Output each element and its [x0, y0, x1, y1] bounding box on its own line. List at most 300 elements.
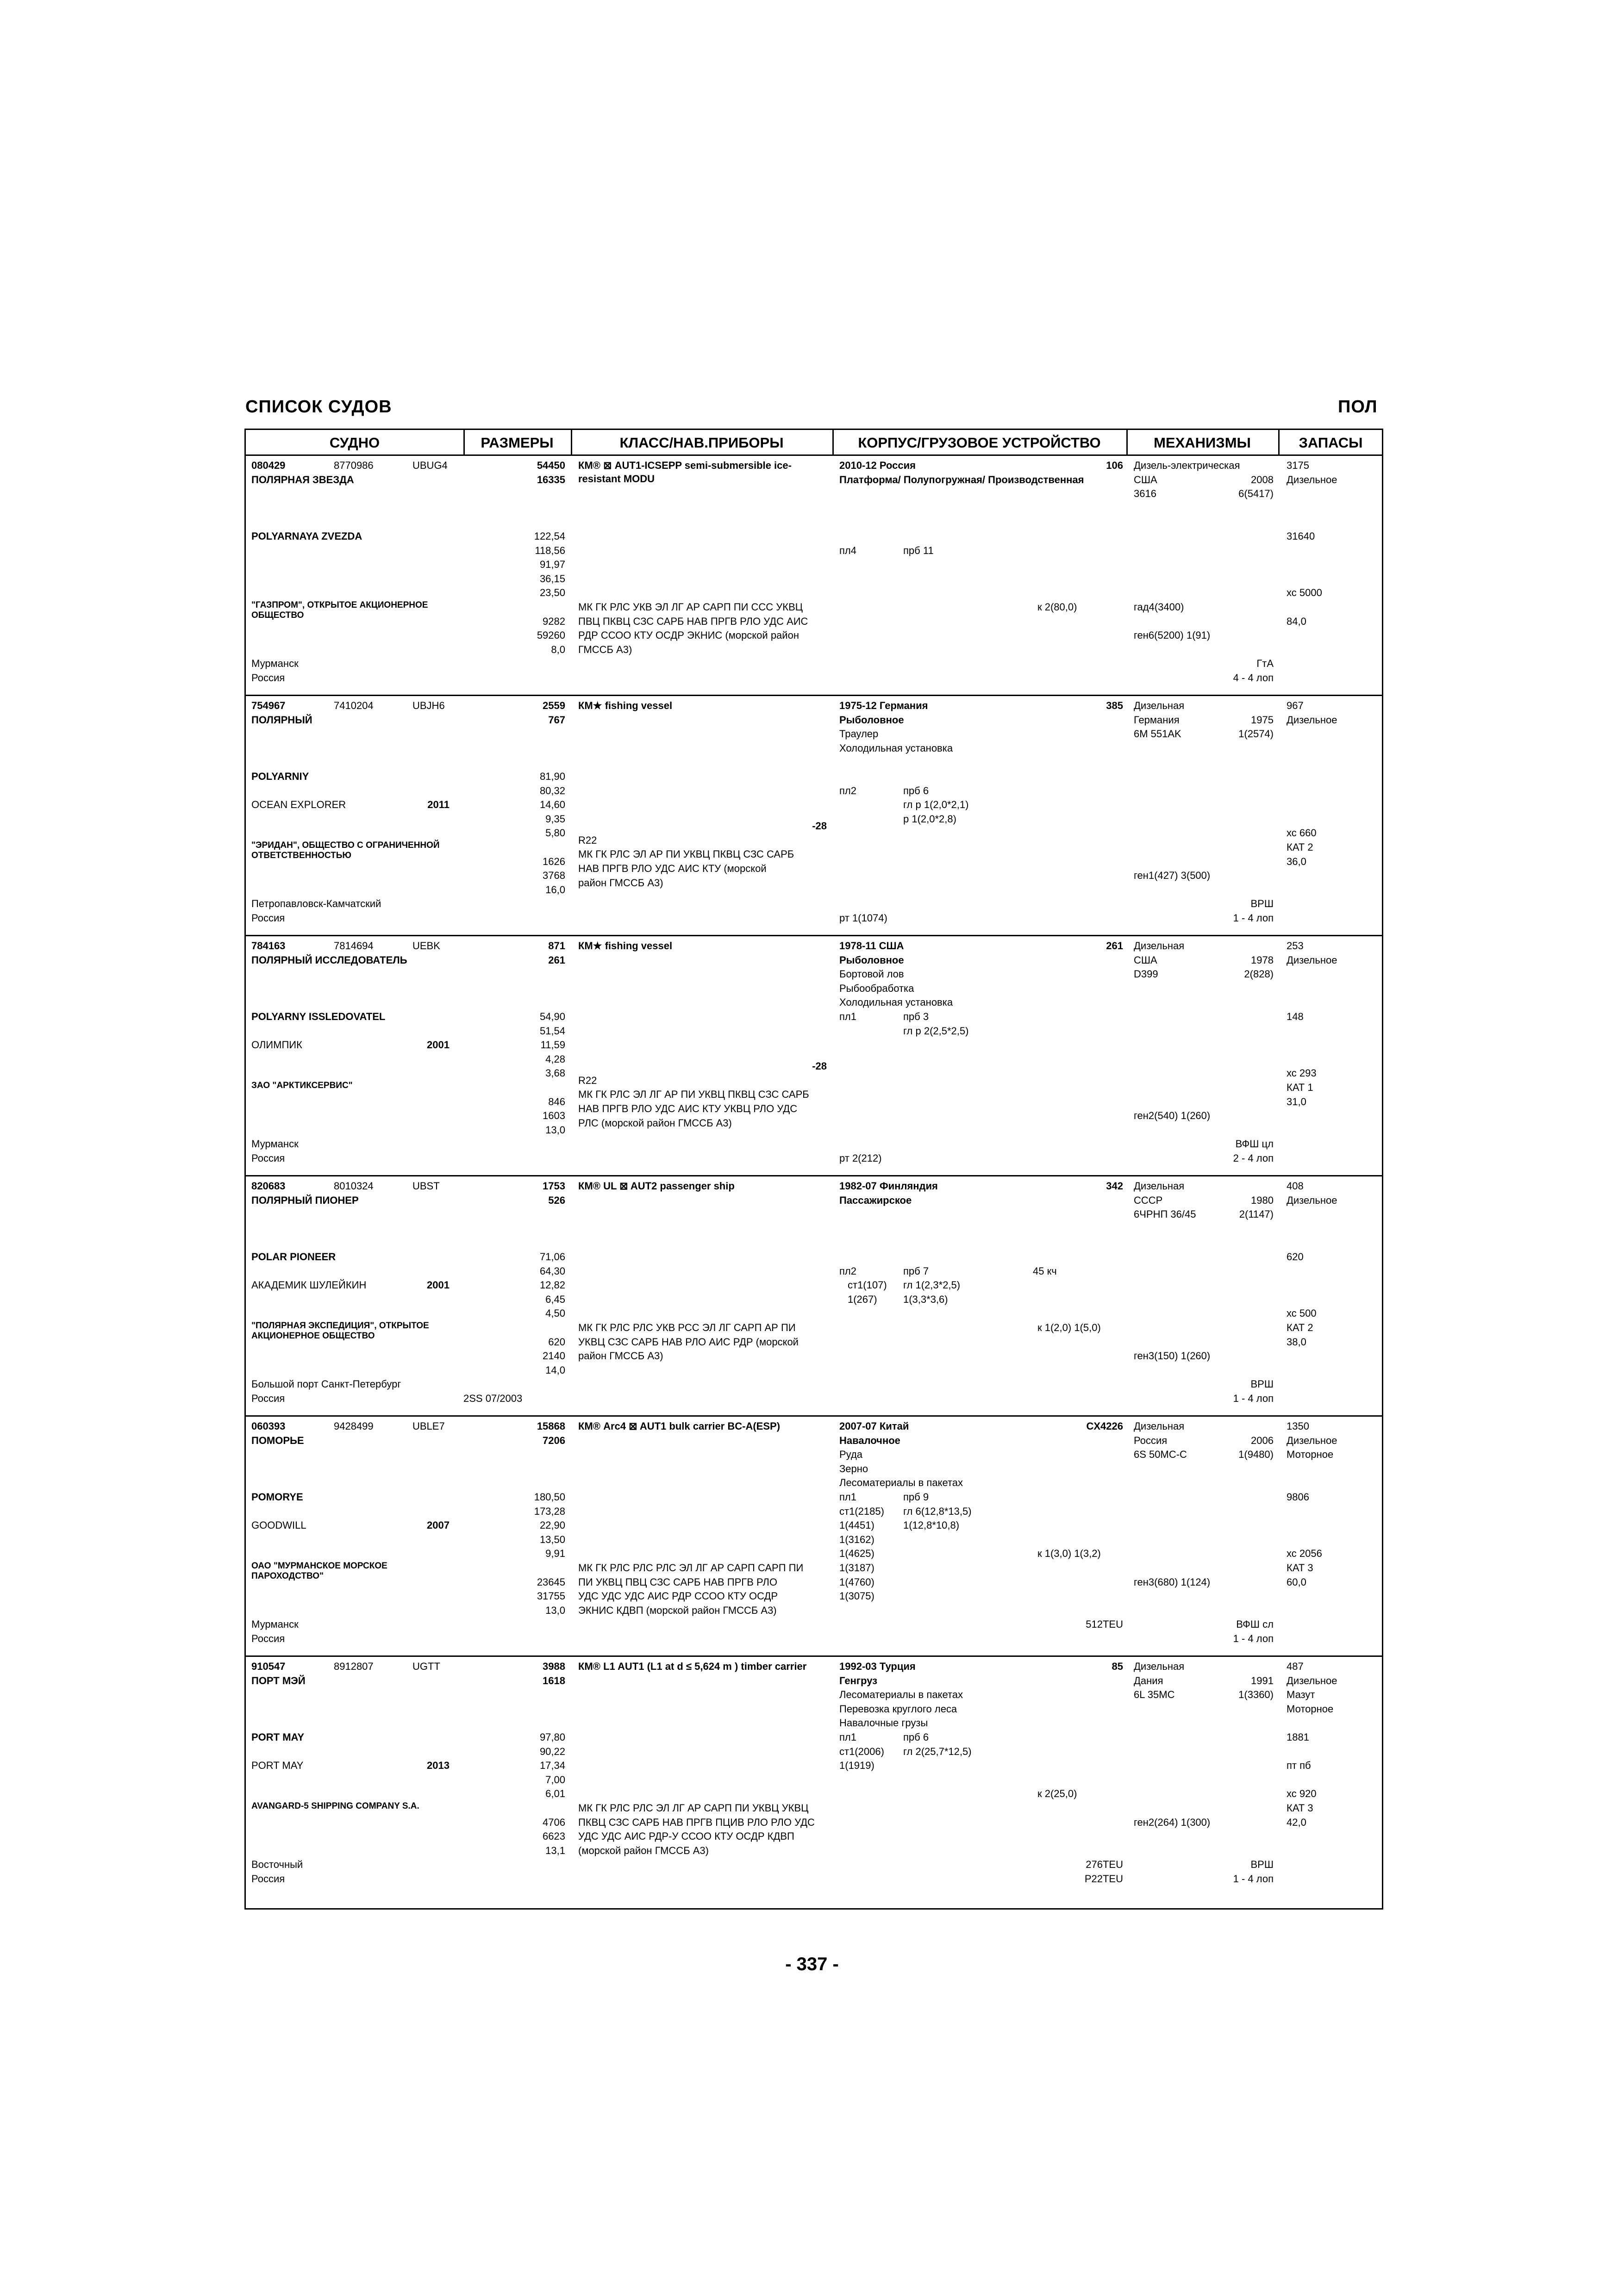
stores-value: Дизельное [1287, 473, 1337, 485]
hull-detail: 1(3075) [839, 1590, 874, 1602]
dimension-value: 5,80 [545, 827, 565, 839]
port-of-registry: Большой порт Санкт-Петербург [251, 1378, 401, 1390]
previous-name: GOODWILL [251, 1519, 306, 1531]
stores-value: хс 5000 [1287, 587, 1322, 599]
hull-detail: 1(267) [848, 1293, 877, 1305]
nav-equipment-line: УКВЦ СЗС САРБ НАВ РЛО АИС РДР (морской [578, 1336, 799, 1348]
machinery-value: 1980 [1251, 1194, 1274, 1206]
hull-detail: Перевозка круглого леса [839, 1703, 957, 1715]
dimension-value: 81,90 [539, 771, 565, 782]
owner: AVANGARD-5 SHIPPING COMPANY S.A. [251, 1801, 419, 1811]
stores-value: пт пб [1287, 1760, 1311, 1772]
owner: "ПОЛЯРНАЯ ЭКСПЕДИЦИЯ", ОТКРЫТОЕ АКЦИОНЕРНОЕ ОБЩЕСТВО [251, 1321, 429, 1341]
machinery-detail: Дизельная [1134, 700, 1185, 711]
class-notation: КМ® ⊠ AUT1-ICSEPP semi-submersible ice-resistant MODU [578, 460, 792, 485]
stores-value: 3175 [1287, 460, 1309, 471]
cargo-gear: прб 9 [903, 1491, 929, 1503]
call-sign: UBUG4 [412, 460, 448, 471]
dimension-value: 180,50 [534, 1491, 565, 1503]
stores-value: 148 [1287, 1011, 1304, 1022]
machinery-value: 2(1147) [1239, 1208, 1274, 1220]
dimension-value: 620 [548, 1336, 565, 1348]
hull-detail: Зерно [839, 1462, 868, 1475]
ship-name: ПОРТ МЭЙ [251, 1674, 306, 1686]
build-date-country: 1975-12 Германия [839, 700, 928, 711]
ship-entry [246, 1657, 1382, 1897]
hull-detail: Холодильная установка [839, 996, 953, 1008]
dimension-value: 14,0 [545, 1364, 565, 1376]
ship-name: ПОЛЯРНЫЙ ПИОНЕР [251, 1194, 359, 1206]
ship-name: ПОЛЯРНАЯ ЗВЕЗДА [251, 473, 354, 485]
ship-name-latin: POLYARNIY [251, 771, 309, 782]
hull-detail: 1(4451) [839, 1519, 874, 1531]
imo-number: 8010324 [334, 1180, 374, 1192]
machinery-detail: США [1134, 473, 1157, 485]
build-number: 261 [1106, 940, 1123, 952]
stores-value: Мазут [1287, 1689, 1315, 1701]
build-number: 106 [1106, 460, 1123, 471]
owner: ЗАО "АРКТИКСЕРВИС" [251, 1081, 353, 1090]
dimension-value: 15868 [537, 1420, 565, 1432]
dimension-value: 1753 [543, 1180, 565, 1192]
dimension-value: 9,91 [545, 1548, 565, 1560]
machinery-detail: Россия [1134, 1434, 1168, 1446]
dimension-value: 13,0 [545, 1604, 565, 1616]
cargo-gear: гл р 1(2,0*2,1) [903, 799, 969, 811]
dimension-value: 31755 [537, 1590, 565, 1602]
machinery-value: 1(2574) [1238, 728, 1274, 740]
ship-name-latin: POLYARNAYA ZVEZDA [251, 530, 362, 542]
owner: "ГАЗПРОМ", ОТКРЫТОЕ АКЦИОНЕРНОЕ ОБЩЕСТВО [251, 600, 428, 620]
dimension-value: 8,0 [551, 643, 565, 655]
machinery-detail: ген1(427) 3(500) [1134, 870, 1211, 882]
dimension-value: 36,15 [539, 572, 565, 585]
cargo-gear: гл 1(2,3*2,5) [903, 1279, 961, 1291]
stores-value: КАТ 1 [1287, 1082, 1313, 1093]
machinery-detail: Дизельная [1134, 1420, 1185, 1432]
hull-detail: 1(4625) [839, 1548, 874, 1560]
port-of-registry: Петропавловск-Камчатский [251, 898, 381, 910]
machinery-value: 1991 [1251, 1674, 1274, 1686]
hull-detail: ст1(107) [848, 1279, 887, 1291]
owner: ОАО "МУРМАНСКОЕ МОРСКОЕ ПАРОХОДСТВО" [251, 1561, 387, 1581]
call-sign: UEBK [412, 940, 440, 952]
cargo-gear: гл 6(12,8*13,5) [903, 1505, 972, 1517]
hull-detail: ст1(2006) [839, 1745, 884, 1757]
build-number: CX4226 [1086, 1420, 1123, 1432]
note: 2SS 07/2003 [463, 1393, 523, 1404]
build-number: 385 [1106, 700, 1123, 711]
cargo-extra: к 2(25,0) [1037, 1788, 1077, 1800]
class-notation: КМ® UL ⊠ AUT2 passenger ship [578, 1180, 735, 1192]
dimension-value: 3768 [543, 870, 565, 882]
stores-value: хс 500 [1287, 1307, 1317, 1319]
call-sign: UBST [412, 1180, 440, 1192]
hull-detail: пл2 [839, 1265, 856, 1277]
stores-value: 9806 [1287, 1491, 1309, 1503]
cargo-gear: прб 6 [903, 784, 929, 796]
dimension-value: 97,80 [539, 1731, 565, 1743]
dimension-value: 118,56 [535, 544, 565, 556]
stores-value: 487 [1287, 1661, 1304, 1672]
nav-equipment-line: НАВ ПРГВ РЛО УДС АИС КТУ УКВЦ РЛО УДС [578, 1102, 798, 1114]
dimension-value: 173,28 [534, 1505, 565, 1517]
nav-equipment-line: НАВ ПРГВ РЛО УДС АИС КТУ (морской [578, 862, 767, 874]
machinery-value: 1978 [1251, 954, 1274, 966]
propeller-type: ВФШ сл [1236, 1618, 1274, 1630]
dimension-value: 7206 [543, 1434, 565, 1446]
dimension-value: 4,28 [545, 1053, 565, 1065]
dimension-value: 9282 [543, 615, 565, 627]
nav-equipment-line: МК ГК РЛС ЭЛ ЛГ АР ПИ УКВЦ ПКВЦ СЗС САРБ [578, 1089, 809, 1101]
propeller-blades: 2 - 4 лоп [1233, 1152, 1274, 1164]
dimension-value: 13,0 [545, 1124, 565, 1136]
build-date-country: 1978-11 США [839, 940, 904, 952]
cargo-gear: 1(3,3*3,6) [903, 1293, 948, 1305]
propeller-type: ВФШ цл [1235, 1138, 1274, 1150]
dimension-value: 1626 [543, 855, 565, 867]
hull-detail: пл2 [839, 784, 856, 796]
machinery-detail: Дизельная [1134, 1180, 1185, 1192]
previous-name-year: 2001 [427, 1279, 450, 1291]
stores-value: 408 [1287, 1180, 1304, 1192]
dimension-value: 16335 [537, 473, 565, 485]
class-notation: КМ★ fishing vessel [578, 940, 673, 952]
ship-entry [246, 1176, 1382, 1417]
hull-footnote: рт 2(212) [839, 1152, 882, 1164]
cargo-extra: к 1(2,0) 1(5,0) [1037, 1322, 1101, 1333]
imo-number: 7410204 [334, 700, 374, 711]
call-sign: UBLE7 [412, 1420, 445, 1432]
machinery-detail: ген3(150) 1(260) [1134, 1350, 1211, 1362]
stores-value: 1881 [1287, 1731, 1309, 1743]
machinery-detail: 6S 50MC-C [1134, 1449, 1187, 1461]
ship-name-latin: POMORYE [251, 1491, 303, 1503]
build-date-country: 1992-03 Турция [839, 1661, 916, 1672]
hull-detail: Пассажирское [839, 1194, 912, 1206]
dimension-value: 91,97 [539, 559, 565, 571]
stores-value: 253 [1287, 940, 1304, 952]
hull-detail: Рыбообработка [839, 982, 914, 994]
machinery-detail: гад4(3400) [1134, 601, 1184, 613]
stores-value: 967 [1287, 700, 1304, 711]
dimension-value: 16,0 [545, 884, 565, 896]
build-date-country: 2007-07 Китай [839, 1420, 909, 1432]
stores-value: 60,0 [1287, 1576, 1306, 1588]
machinery-value: 2006 [1251, 1434, 1274, 1446]
column-header-dimensions: РАЗМЕРЫ [463, 430, 571, 456]
hull-detail: Лесоматериалы в пакетах [839, 1689, 963, 1701]
ship-name: ПОЛЯРНЫЙ [251, 714, 312, 726]
machinery-detail: ген2(540) 1(260) [1134, 1110, 1211, 1122]
hull-detail: 1(3187) [839, 1562, 874, 1574]
nav-equipment-line: район ГМССБ А3) [578, 1350, 663, 1362]
hull-detail: Рыболовное [839, 954, 904, 966]
stores-value: 84,0 [1287, 615, 1306, 627]
flag: Россия [251, 1152, 285, 1164]
machinery-detail: Дизельная [1134, 1661, 1185, 1672]
dimension-value: 64,30 [539, 1265, 565, 1277]
hull-detail: пл1 [839, 1491, 856, 1503]
cargo-gear: 1(12,8*10,8) [903, 1519, 960, 1531]
nav-equipment-line: ЭКНИС КДВП (морской район ГМССБ А3) [578, 1604, 777, 1616]
stores-value: хс 2056 [1287, 1548, 1322, 1560]
ice-temperature: -28 [812, 820, 827, 832]
dimension-value: 17,34 [539, 1760, 565, 1772]
cargo-extra: 45 кч [1033, 1265, 1057, 1277]
previous-name-year: 2013 [427, 1760, 450, 1772]
dimension-value: 2140 [543, 1350, 565, 1362]
hull-detail: Платформа/ Полупогружная/ Производственная [839, 473, 1084, 485]
nav-equipment-line: (морской район ГМССБ А3) [578, 1844, 709, 1856]
cargo-gear: прб 7 [903, 1265, 929, 1277]
stores-value: хс 293 [1287, 1067, 1317, 1079]
machinery-detail: Дизельная [1134, 940, 1185, 952]
ship-entry [246, 936, 1382, 1176]
ship-name: ПОЛЯРНЫЙ ИССЛЕДОВАТЕЛЬ [251, 954, 407, 966]
machinery-detail: Дания [1134, 1674, 1163, 1686]
machinery-detail: ген2(264) 1(300) [1134, 1816, 1211, 1828]
stores-value: 31640 [1287, 530, 1315, 542]
column-header-ship: СУДНО [246, 430, 463, 456]
ship-name-latin: PORT MAY [251, 1731, 305, 1743]
dimension-value: 54450 [537, 460, 565, 471]
hull-detail: Лесоматериалы в пакетах [839, 1477, 963, 1489]
stores-value: КАТ 2 [1287, 1322, 1313, 1333]
dimension-value: 1618 [543, 1674, 565, 1686]
previous-name-year: 2001 [427, 1039, 450, 1051]
propeller-blades: 4 - 4 лоп [1233, 672, 1274, 684]
stores-value: Дизельное [1287, 1674, 1337, 1686]
build-number: 85 [1112, 1661, 1123, 1672]
previous-name-year: 2011 [427, 799, 450, 811]
hull-detail: Бортовой лов [839, 968, 904, 980]
nav-equipment-line: МК ГК РЛС ЭЛ АР ПИ УКВЦ ПКВЦ СЗС САРБ [578, 848, 794, 860]
nav-equipment-line: МК ГК РЛС РЛС РЛС ЭЛ ЛГ АР САРП САРП ПИ [578, 1562, 804, 1574]
port-of-registry: Восточный [251, 1859, 303, 1871]
page-title: СПИСОК СУДОВ [245, 397, 392, 417]
ship-name-latin: POLYARNY ISSLEDOVATEL [251, 1011, 386, 1022]
dimension-value: 4706 [543, 1816, 565, 1828]
dimension-value: 2559 [543, 700, 565, 711]
imo-number: 8912807 [334, 1661, 374, 1672]
dimension-value: 122,54 [534, 530, 565, 542]
dimension-value: 90,22 [539, 1745, 565, 1757]
container-capacity-2: P22TEU [1084, 1873, 1123, 1885]
machinery-detail: 6M 551AK [1134, 728, 1181, 740]
owner: "ЭРИДАН", ОБЩЕСТВО С ОГРАНИЧЕННОЙ ОТВЕТСТВЕННОСТЬЮ [251, 840, 440, 860]
propeller-blades: 1 - 4 лоп [1233, 912, 1274, 924]
dimension-value: 871 [548, 940, 565, 952]
machinery-value: 1(9480) [1238, 1449, 1274, 1461]
stores-value: хс 920 [1287, 1788, 1317, 1800]
hull-detail: Рыболовное [839, 714, 904, 726]
call-sign: UBJH6 [412, 700, 445, 711]
stores-value: КАТ 3 [1287, 1562, 1313, 1574]
imo-number: 8770986 [334, 460, 374, 471]
propeller-type: ВРШ [1250, 1859, 1274, 1871]
stores-value: Моторное [1287, 1703, 1334, 1715]
dimension-value: 22,90 [539, 1519, 565, 1531]
stores-value: 1350 [1287, 1420, 1309, 1432]
dimension-value: 6,45 [545, 1293, 565, 1305]
machinery-value: 2008 [1251, 473, 1274, 485]
dimension-value: 54,90 [539, 1011, 565, 1022]
machinery-detail: СССР [1134, 1194, 1163, 1206]
port-of-registry: Мурманск [251, 658, 299, 670]
hull-detail: Холодильная установка [839, 742, 953, 754]
nav-equipment-line: ПВЦ ПКВЦ СЗС САРБ НАВ ПРГВ РЛО УДС АИС [578, 615, 808, 627]
flag: Россия [251, 1873, 285, 1885]
stores-value: КАТ 3 [1287, 1802, 1313, 1814]
registry-number: 080429 [251, 460, 286, 471]
hull-detail: пл1 [839, 1011, 856, 1022]
dimension-value: 6,01 [545, 1788, 565, 1800]
hull-detail: Траулер [839, 728, 879, 740]
stores-value: Дизельное [1287, 954, 1337, 966]
previous-name-year: 2007 [427, 1519, 450, 1531]
column-header-stores: ЗАПАСЫ [1278, 430, 1383, 456]
port-of-registry: Мурманск [251, 1618, 299, 1630]
hull-detail: пл1 [839, 1731, 856, 1743]
flag: Россия [251, 1633, 285, 1644]
build-date-country: 1982-07 Финляндия [839, 1180, 938, 1192]
cargo-gear: прб 11 [903, 544, 934, 556]
nav-prefix: R22 [578, 834, 597, 846]
dimension-value: 261 [548, 954, 565, 966]
machinery-detail: 6ЧРНП 36/45 [1134, 1208, 1196, 1220]
stores-value: Дизельное [1287, 1434, 1337, 1446]
machinery-value: 2(828) [1244, 968, 1274, 980]
ship-entry [246, 1417, 1382, 1657]
hull-footnote: рт 1(1074) [839, 912, 887, 924]
cargo-extra: к 1(3,0) 1(3,2) [1037, 1548, 1101, 1560]
dimension-value: 11,59 [540, 1039, 565, 1051]
class-notation: КМ★ fishing vessel [578, 700, 673, 711]
propeller-blades: 1 - 4 лоп [1233, 1873, 1274, 1885]
machinery-detail: 3616 [1134, 488, 1156, 500]
machinery-value: 1975 [1251, 714, 1274, 726]
flag: Россия [251, 912, 285, 924]
cargo-gear: прб 3 [903, 1011, 929, 1022]
class-notation: КМ® L1 AUT1 (L1 at d ≤ 5,624 m ) timber carrier [578, 1661, 807, 1672]
dimension-value: 767 [548, 714, 565, 726]
build-date-country: 2010-12 Россия [839, 460, 916, 471]
ship-table [244, 429, 1383, 1910]
nav-equipment-line: ПИ УКВЦ ПВЦ СЗС САРБ НАВ ПРГВ РЛО [578, 1576, 777, 1588]
registry-number: 060393 [251, 1420, 286, 1432]
machinery-detail: Дизель-электрическая [1134, 460, 1240, 471]
dimension-value: 1603 [543, 1110, 565, 1122]
dimension-value: 846 [548, 1095, 565, 1108]
dimension-value: 9,35 [545, 813, 565, 825]
nav-equipment-line: РЛС (морской район ГМССБ А3) [578, 1117, 732, 1129]
imo-number: 7814694 [334, 940, 374, 952]
stores-value: 36,0 [1287, 855, 1306, 867]
nav-equipment-line: ГМССБ А3) [578, 643, 632, 655]
dimension-value: 12,82 [539, 1279, 565, 1291]
hull-detail: Навалочные грузы [839, 1717, 928, 1729]
stores-value: КАТ 2 [1287, 841, 1313, 853]
machinery-value: 1(3360) [1238, 1689, 1274, 1701]
cargo-gear: гл р 2(2,5*2,5) [903, 1025, 969, 1037]
build-number: 342 [1106, 1180, 1123, 1192]
dimension-value: 71,06 [539, 1251, 565, 1263]
machinery-value: 6(5417) [1238, 488, 1274, 500]
cargo-gear: гл 2(25,7*12,5) [903, 1745, 972, 1757]
hull-detail: ст1(2185) [839, 1505, 884, 1517]
registry-number: 820683 [251, 1180, 286, 1192]
ship-name-latin: POLAR PIONEER [251, 1251, 336, 1263]
section-label: ПОЛ [1338, 397, 1378, 417]
ice-temperature: -28 [812, 1060, 827, 1072]
stores-value: 42,0 [1287, 1816, 1306, 1828]
hull-detail: Навалочное [839, 1434, 900, 1446]
dimension-value: 59260 [537, 629, 565, 641]
dimension-value: 526 [548, 1194, 565, 1206]
imo-number: 9428499 [334, 1420, 374, 1432]
container-capacity: 512TEU [1086, 1618, 1123, 1630]
flag: Россия [251, 1393, 285, 1404]
nav-equipment-line: РДР ССОО КТУ ОСДР ЭКНИС (морской район [578, 629, 799, 641]
dimension-value: 13,1 [545, 1844, 565, 1856]
dimension-value: 23,50 [539, 587, 565, 599]
nav-equipment-line: МК ГК РЛС РЛС ЭЛ ЛГ АР САРП ПИ УКВЦ УКВЦ [578, 1802, 809, 1814]
registry-number: 754967 [251, 700, 286, 711]
previous-name: ОЛИМПИК [251, 1039, 302, 1051]
registry-number: 784163 [251, 940, 286, 952]
machinery-detail: D399 [1134, 968, 1158, 980]
container-capacity: 276TEU [1086, 1859, 1123, 1871]
propeller-type: ВРШ [1250, 898, 1274, 910]
propeller-type: ВРШ [1250, 1378, 1274, 1390]
propeller-blades: 1 - 4 лоп [1233, 1393, 1274, 1404]
port-of-registry: Мурманск [251, 1138, 299, 1150]
cargo-extra: к 2(80,0) [1037, 601, 1077, 613]
registry-number: 910547 [251, 1661, 286, 1672]
dimension-value: 14,60 [539, 799, 565, 811]
nav-equipment-line: ПКВЦ СЗС САРБ НАВ ПРГВ ПЦИВ РЛО РЛО УДС [578, 1816, 815, 1828]
stores-value: Моторное [1287, 1449, 1334, 1461]
dimension-value: 3988 [543, 1661, 565, 1672]
hull-detail: пл4 [839, 544, 856, 556]
hull-detail: 1(1919) [839, 1760, 874, 1772]
machinery-detail: 6L 35MC [1134, 1689, 1175, 1701]
ship-name: ПОМОРЬЕ [251, 1434, 304, 1446]
stores-value: 38,0 [1287, 1336, 1306, 1348]
dimension-value: 7,00 [545, 1773, 565, 1786]
hull-detail: 1(4760) [839, 1576, 874, 1588]
hull-detail: Руда [839, 1449, 863, 1461]
dimension-value: 51,54 [539, 1025, 565, 1037]
machinery-detail: ген3(680) 1(124) [1134, 1576, 1211, 1588]
previous-name: PORT MAY [251, 1760, 304, 1772]
stores-value: 31,0 [1287, 1095, 1306, 1108]
cargo-gear: р 1(2,0*2,8) [903, 813, 956, 825]
previous-name: АКАДЕМИК ШУЛЕЙКИН [251, 1279, 367, 1291]
flag: Россия [251, 672, 285, 684]
hull-detail: Генгруз [839, 1674, 878, 1686]
machinery-detail: Германия [1134, 714, 1180, 726]
dimension-value: 23645 [537, 1576, 565, 1588]
dimension-value: 80,32 [539, 784, 565, 796]
ship-entry [246, 696, 1382, 936]
dimension-value: 3,68 [545, 1067, 565, 1079]
machinery-detail: США [1134, 954, 1157, 966]
nav-equipment-line: УДС УДС УДС АИС РДР ССОО КТУ ОСДР [578, 1590, 778, 1602]
stores-value: Дизельное [1287, 1194, 1337, 1206]
dimension-value: 6623 [543, 1830, 565, 1842]
